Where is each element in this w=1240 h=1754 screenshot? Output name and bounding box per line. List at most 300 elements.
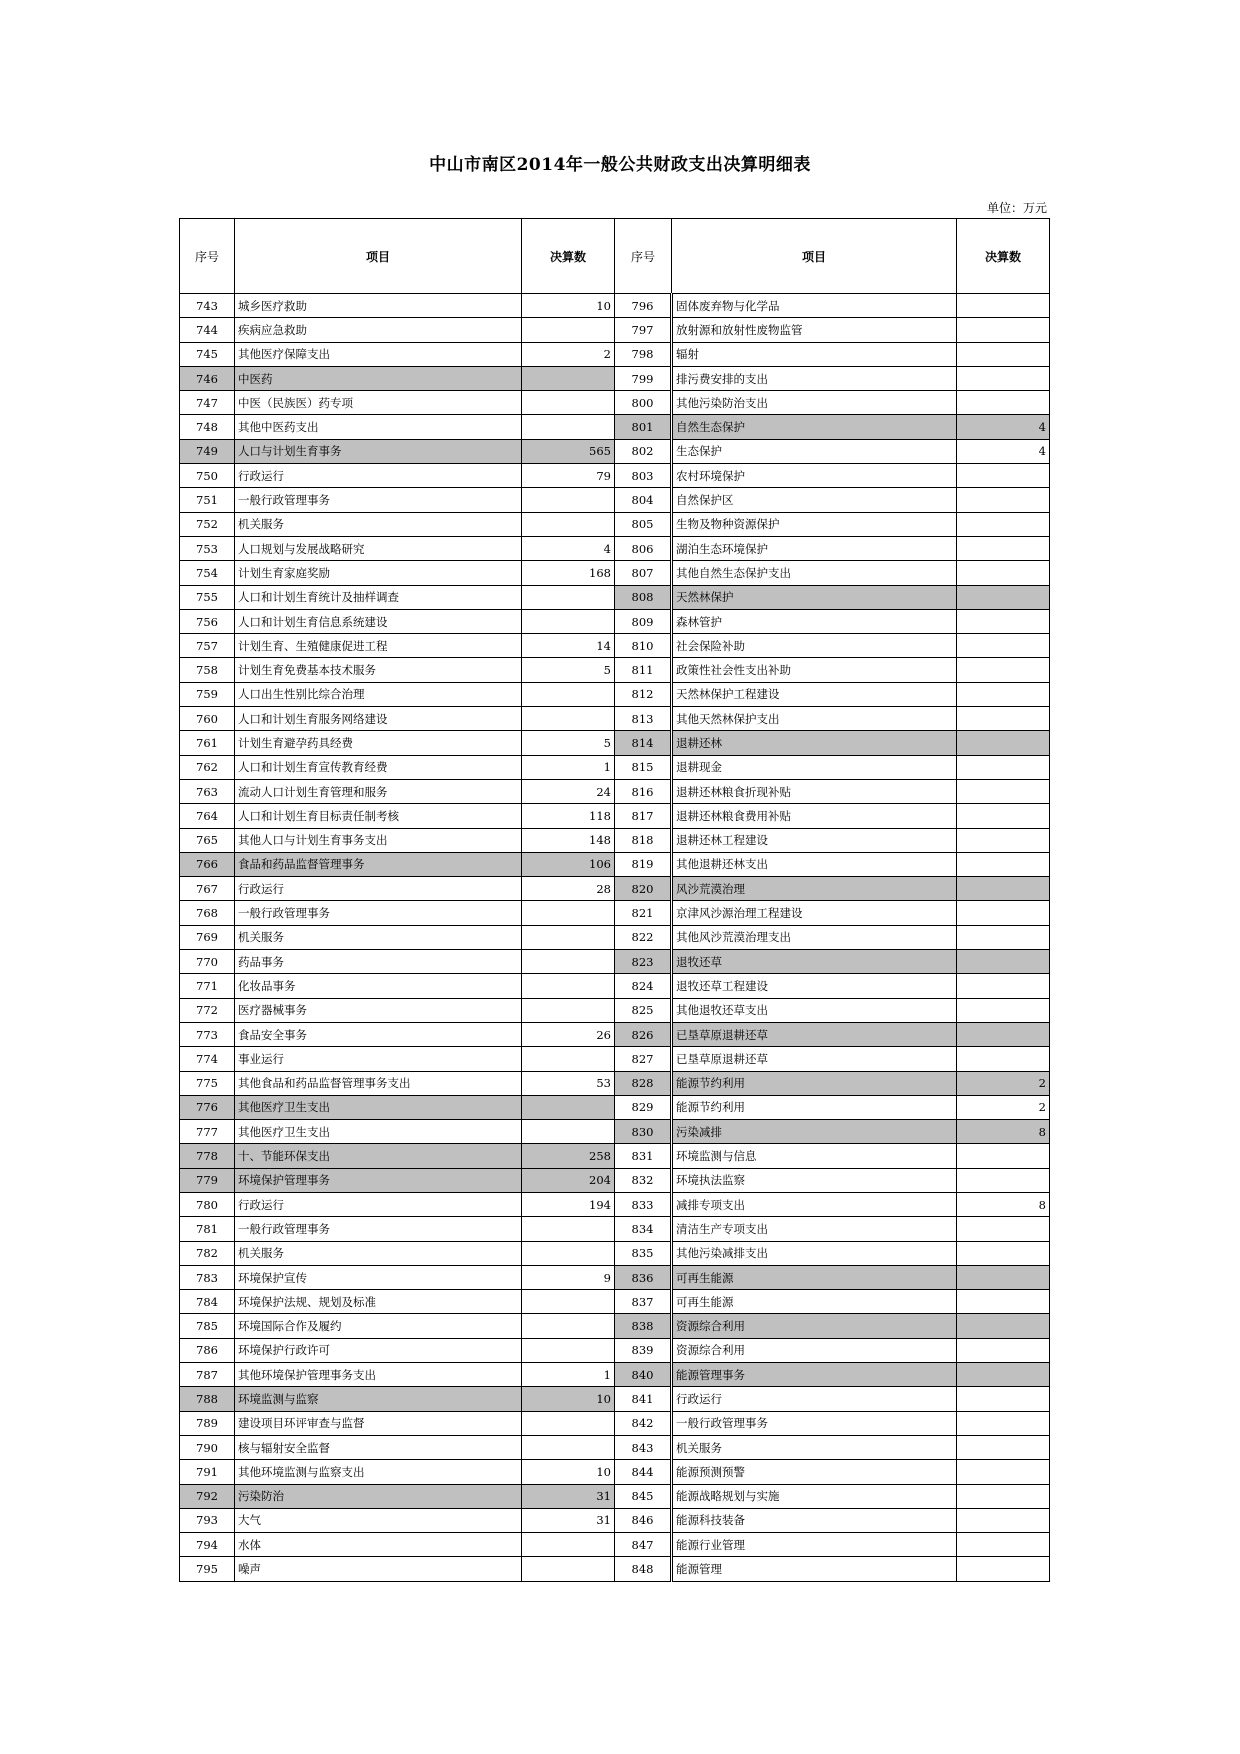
cell-left-amount: 2	[522, 342, 615, 366]
cell-right-item: 能源预测预警	[672, 1460, 957, 1484]
cell-left-seq: 782	[180, 1241, 235, 1265]
cell-left-amount: 106	[522, 852, 615, 876]
cell-left-seq: 784	[180, 1290, 235, 1314]
cell-left-amount: 14	[522, 634, 615, 658]
cell-right-amount	[957, 925, 1050, 949]
cell-left-item: 中医（民族医）药专项	[235, 391, 522, 415]
cell-right-item: 天然林保护	[672, 585, 957, 609]
cell-left-item: 人口和计划生育统计及抽样调查	[235, 585, 522, 609]
cell-right-seq: 801	[615, 415, 672, 439]
cell-left-item: 行政运行	[235, 464, 522, 488]
table-row	[180, 1508, 1050, 1532]
cell-right-seq: 820	[615, 877, 672, 901]
cell-right-seq: 802	[615, 439, 672, 463]
cell-right-item: 其他自然生态保护支出	[672, 561, 957, 585]
cell-right-amount	[957, 1363, 1050, 1387]
cell-left-amount	[522, 1095, 615, 1119]
cell-right-item: 森林管护	[672, 609, 957, 633]
cell-left-amount: 194	[522, 1192, 615, 1216]
cell-left-item: 人口出生性别比综合治理	[235, 682, 522, 706]
cell-right-seq: 840	[615, 1363, 672, 1387]
cell-left-item: 其他环境保护管理事务支出	[235, 1363, 522, 1387]
table-row	[180, 585, 1050, 609]
cell-left-item: 人口和计划生育信息系统建设	[235, 609, 522, 633]
table-row	[180, 1047, 1050, 1071]
cell-right-amount	[957, 1435, 1050, 1459]
table-row	[180, 1144, 1050, 1168]
table-row	[180, 852, 1050, 876]
cell-right-seq: 799	[615, 366, 672, 390]
cell-left-amount: 24	[522, 779, 615, 803]
table-row	[180, 1338, 1050, 1362]
cell-left-item: 机关服务	[235, 512, 522, 536]
cell-right-item: 退牧还草	[672, 950, 957, 974]
cell-right-seq: 819	[615, 852, 672, 876]
cell-right-amount	[957, 1508, 1050, 1532]
table-row	[180, 1217, 1050, 1241]
cell-right-item: 自然保护区	[672, 488, 957, 512]
table-row	[180, 804, 1050, 828]
cell-left-amount: 53	[522, 1071, 615, 1095]
cell-right-seq: 810	[615, 634, 672, 658]
cell-left-amount	[522, 901, 615, 925]
cell-right-amount	[957, 1484, 1050, 1508]
cell-right-amount	[957, 682, 1050, 706]
cell-left-item: 建设项目环评审查与监督	[235, 1411, 522, 1435]
cell-right-amount	[957, 464, 1050, 488]
cell-left-seq: 758	[180, 658, 235, 682]
cell-left-seq: 775	[180, 1071, 235, 1095]
cell-right-seq: 832	[615, 1168, 672, 1192]
cell-left-item: 医疗器械事务	[235, 998, 522, 1022]
table-row	[180, 950, 1050, 974]
cell-right-amount	[957, 755, 1050, 779]
cell-right-item: 固体废弃物与化学品	[672, 294, 957, 318]
cell-right-seq: 846	[615, 1508, 672, 1532]
cell-left-seq: 793	[180, 1508, 235, 1532]
cell-right-item: 能源管理	[672, 1557, 957, 1581]
cell-left-amount: 168	[522, 561, 615, 585]
cell-right-amount	[957, 585, 1050, 609]
cell-left-amount	[522, 366, 615, 390]
cell-left-seq: 762	[180, 755, 235, 779]
cell-right-seq: 828	[615, 1071, 672, 1095]
cell-left-item: 其他人口与计划生育事务支出	[235, 828, 522, 852]
cell-left-item: 人口规划与发展战略研究	[235, 536, 522, 560]
cell-right-amount	[957, 974, 1050, 998]
cell-right-item: 能源管理事务	[672, 1363, 957, 1387]
cell-right-seq: 843	[615, 1435, 672, 1459]
cell-left-amount	[522, 925, 615, 949]
cell-left-amount: 10	[522, 294, 615, 318]
cell-left-amount	[522, 1435, 615, 1459]
table-row	[180, 1557, 1050, 1581]
cell-left-seq: 764	[180, 804, 235, 828]
cell-left-item: 事业运行	[235, 1047, 522, 1071]
header-amount-left: 决算数	[522, 219, 615, 294]
cell-left-seq: 787	[180, 1363, 235, 1387]
cell-right-item: 一般行政管理事务	[672, 1411, 957, 1435]
cell-right-amount	[957, 1290, 1050, 1314]
cell-right-seq: 817	[615, 804, 672, 828]
cell-right-amount	[957, 634, 1050, 658]
cell-left-seq: 756	[180, 609, 235, 633]
cell-left-seq: 781	[180, 1217, 235, 1241]
cell-right-item: 能源行业管理	[672, 1533, 957, 1557]
cell-left-amount: 5	[522, 731, 615, 755]
cell-right-item: 可再生能源	[672, 1290, 957, 1314]
cell-left-seq: 759	[180, 682, 235, 706]
cell-right-item: 农村环境保护	[672, 464, 957, 488]
cell-left-seq: 792	[180, 1484, 235, 1508]
cell-left-seq: 769	[180, 925, 235, 949]
table-row	[180, 707, 1050, 731]
cell-right-amount	[957, 391, 1050, 415]
cell-left-amount	[522, 1533, 615, 1557]
cell-right-seq: 822	[615, 925, 672, 949]
cell-left-seq: 778	[180, 1144, 235, 1168]
cell-left-amount: 28	[522, 877, 615, 901]
table-row	[180, 682, 1050, 706]
cell-left-item: 化妆品事务	[235, 974, 522, 998]
cell-right-item: 社会保险补助	[672, 634, 957, 658]
cell-left-amount: 1	[522, 1363, 615, 1387]
cell-right-item: 退牧还草工程建设	[672, 974, 957, 998]
cell-right-item: 其他风沙荒漠治理支出	[672, 925, 957, 949]
cell-left-item: 噪声	[235, 1557, 522, 1581]
table-row	[180, 974, 1050, 998]
cell-right-amount	[957, 852, 1050, 876]
cell-left-seq: 743	[180, 294, 235, 318]
table-row	[180, 634, 1050, 658]
cell-right-amount	[957, 1241, 1050, 1265]
cell-right-seq: 796	[615, 294, 672, 318]
cell-left-seq: 751	[180, 488, 235, 512]
cell-right-seq: 834	[615, 1217, 672, 1241]
cell-right-seq: 797	[615, 318, 672, 342]
cell-left-amount	[522, 1411, 615, 1435]
cell-right-amount	[957, 488, 1050, 512]
cell-right-seq: 841	[615, 1387, 672, 1411]
cell-right-amount: 8	[957, 1120, 1050, 1144]
table-row	[180, 1290, 1050, 1314]
cell-left-seq: 765	[180, 828, 235, 852]
cell-left-amount	[522, 1314, 615, 1338]
cell-right-seq: 805	[615, 512, 672, 536]
cell-left-amount	[522, 1557, 615, 1581]
cell-left-item: 机关服务	[235, 925, 522, 949]
cell-right-item: 湖泊生态环境保护	[672, 536, 957, 560]
table-row	[180, 1460, 1050, 1484]
header-item-left: 项目	[235, 219, 522, 294]
cell-right-seq: 812	[615, 682, 672, 706]
cell-right-item: 天然林保护工程建设	[672, 682, 957, 706]
cell-right-seq: 835	[615, 1241, 672, 1265]
table-row	[180, 925, 1050, 949]
cell-right-amount: 8	[957, 1192, 1050, 1216]
cell-left-item: 行政运行	[235, 1192, 522, 1216]
cell-left-amount: 1	[522, 755, 615, 779]
cell-left-item: 其他医疗保障支出	[235, 342, 522, 366]
cell-left-seq: 773	[180, 1022, 235, 1046]
cell-left-item: 药品事务	[235, 950, 522, 974]
cell-right-amount	[957, 998, 1050, 1022]
cell-left-amount	[522, 318, 615, 342]
cell-right-amount: 4	[957, 439, 1050, 463]
cell-left-amount	[522, 1120, 615, 1144]
cell-left-seq: 780	[180, 1192, 235, 1216]
cell-left-item: 其他食品和药品监督管理事务支出	[235, 1071, 522, 1095]
cell-right-seq: 836	[615, 1265, 672, 1289]
cell-left-seq: 790	[180, 1435, 235, 1459]
cell-left-seq: 776	[180, 1095, 235, 1119]
cell-left-amount	[522, 682, 615, 706]
table-row	[180, 877, 1050, 901]
cell-right-amount	[957, 318, 1050, 342]
cell-right-seq: 829	[615, 1095, 672, 1119]
cell-right-amount	[957, 294, 1050, 318]
cell-left-seq: 770	[180, 950, 235, 974]
cell-left-amount	[522, 1047, 615, 1071]
table-row	[180, 342, 1050, 366]
cell-left-item: 机关服务	[235, 1241, 522, 1265]
cell-right-item: 行政运行	[672, 1387, 957, 1411]
cell-left-amount: 258	[522, 1144, 615, 1168]
cell-left-seq: 789	[180, 1411, 235, 1435]
cell-right-amount	[957, 1144, 1050, 1168]
cell-left-amount: 148	[522, 828, 615, 852]
cell-left-item: 人口和计划生育服务网络建设	[235, 707, 522, 731]
cell-left-seq: 753	[180, 536, 235, 560]
cell-right-amount	[957, 828, 1050, 852]
cell-left-seq: 768	[180, 901, 235, 925]
cell-right-item: 能源科技装备	[672, 1508, 957, 1532]
cell-right-amount	[957, 1022, 1050, 1046]
cell-right-item: 风沙荒漠治理	[672, 877, 957, 901]
cell-left-amount	[522, 998, 615, 1022]
cell-right-amount	[957, 1557, 1050, 1581]
cell-left-item: 疾病应急救助	[235, 318, 522, 342]
cell-left-amount: 31	[522, 1508, 615, 1532]
cell-left-seq: 767	[180, 877, 235, 901]
cell-left-seq: 788	[180, 1387, 235, 1411]
cell-left-amount	[522, 512, 615, 536]
cell-left-item: 行政运行	[235, 877, 522, 901]
cell-left-amount	[522, 707, 615, 731]
cell-right-seq: 818	[615, 828, 672, 852]
cell-left-seq: 783	[180, 1265, 235, 1289]
cell-right-item: 已垦草原退耕还草	[672, 1047, 957, 1071]
cell-right-amount	[957, 804, 1050, 828]
table-row	[180, 1022, 1050, 1046]
cell-left-item: 计划生育家庭奖励	[235, 561, 522, 585]
table-row	[180, 658, 1050, 682]
cell-right-seq: 845	[615, 1484, 672, 1508]
cell-right-seq: 824	[615, 974, 672, 998]
cell-right-item: 能源战略规划与实施	[672, 1484, 957, 1508]
cell-left-item: 污染防治	[235, 1484, 522, 1508]
table-row	[180, 294, 1050, 318]
cell-left-amount: 10	[522, 1460, 615, 1484]
cell-left-seq: 774	[180, 1047, 235, 1071]
cell-right-item: 污染减排	[672, 1120, 957, 1144]
table-row	[180, 536, 1050, 560]
table-row	[180, 1168, 1050, 1192]
cell-right-seq: 839	[615, 1338, 672, 1362]
cell-right-seq: 844	[615, 1460, 672, 1484]
cell-left-seq: 786	[180, 1338, 235, 1362]
table-row	[180, 439, 1050, 463]
cell-right-amount	[957, 658, 1050, 682]
cell-right-amount: 2	[957, 1071, 1050, 1095]
cell-left-seq: 772	[180, 998, 235, 1022]
cell-left-seq: 757	[180, 634, 235, 658]
cell-right-item: 其他天然林保护支出	[672, 707, 957, 731]
cell-right-seq: 798	[615, 342, 672, 366]
cell-right-amount	[957, 1047, 1050, 1071]
cell-right-seq: 809	[615, 609, 672, 633]
cell-right-item: 其他退牧还草支出	[672, 998, 957, 1022]
cell-left-amount: 204	[522, 1168, 615, 1192]
cell-left-item: 计划生育、生殖健康促进工程	[235, 634, 522, 658]
table-row	[180, 779, 1050, 803]
cell-right-amount	[957, 1314, 1050, 1338]
cell-left-amount	[522, 950, 615, 974]
cell-left-seq: 779	[180, 1168, 235, 1192]
cell-left-seq: 763	[180, 779, 235, 803]
cell-right-item: 清洁生产专项支出	[672, 1217, 957, 1241]
cell-right-item: 自然生态保护	[672, 415, 957, 439]
cell-left-item: 环境保护行政许可	[235, 1338, 522, 1362]
table-row	[180, 731, 1050, 755]
cell-left-item: 一般行政管理事务	[235, 1217, 522, 1241]
cell-left-seq: 749	[180, 439, 235, 463]
cell-left-amount: 10	[522, 1387, 615, 1411]
cell-left-amount	[522, 974, 615, 998]
cell-left-seq: 752	[180, 512, 235, 536]
cell-left-amount	[522, 585, 615, 609]
cell-left-item: 环境国际合作及履约	[235, 1314, 522, 1338]
cell-left-seq: 795	[180, 1557, 235, 1581]
cell-right-seq: 833	[615, 1192, 672, 1216]
cell-right-item: 退耕还林粮食折现补贴	[672, 779, 957, 803]
cell-right-item: 资源综合利用	[672, 1338, 957, 1362]
cell-right-amount	[957, 1168, 1050, 1192]
cell-left-item: 其他中医药支出	[235, 415, 522, 439]
cell-right-item: 可再生能源	[672, 1265, 957, 1289]
cell-right-seq: 814	[615, 731, 672, 755]
cell-left-seq: 766	[180, 852, 235, 876]
cell-right-item: 环境执法监察	[672, 1168, 957, 1192]
cell-left-amount	[522, 1241, 615, 1265]
cell-left-amount: 4	[522, 536, 615, 560]
cell-right-amount: 4	[957, 415, 1050, 439]
cell-right-amount: 2	[957, 1095, 1050, 1119]
table-row	[180, 415, 1050, 439]
cell-right-amount	[957, 536, 1050, 560]
cell-left-amount: 31	[522, 1484, 615, 1508]
cell-left-seq: 745	[180, 342, 235, 366]
header-seq-right: 序号	[615, 219, 672, 294]
cell-right-seq: 807	[615, 561, 672, 585]
cell-right-seq: 804	[615, 488, 672, 512]
table-row	[180, 1265, 1050, 1289]
cell-left-seq: 748	[180, 415, 235, 439]
cell-right-item: 政策性社会性支出补助	[672, 658, 957, 682]
table-row	[180, 609, 1050, 633]
table-row	[180, 1484, 1050, 1508]
cell-left-item: 人口与计划生育事务	[235, 439, 522, 463]
cell-right-seq: 830	[615, 1120, 672, 1144]
cell-right-amount	[957, 707, 1050, 731]
cell-left-seq: 744	[180, 318, 235, 342]
cell-right-amount	[957, 901, 1050, 925]
cell-left-amount	[522, 391, 615, 415]
cell-right-amount	[957, 342, 1050, 366]
cell-left-seq: 746	[180, 366, 235, 390]
cell-left-item: 其他医疗卫生支出	[235, 1095, 522, 1119]
cell-left-amount: 118	[522, 804, 615, 828]
table-header-row	[180, 219, 1050, 294]
cell-left-item: 食品和药品监督管理事务	[235, 852, 522, 876]
cell-left-item: 十、节能环保支出	[235, 1144, 522, 1168]
header-item-right: 项目	[672, 219, 957, 294]
cell-right-amount	[957, 1217, 1050, 1241]
cell-right-amount	[957, 609, 1050, 633]
cell-left-item: 环境监测与监察	[235, 1387, 522, 1411]
cell-left-item: 计划生育免费基本技术服务	[235, 658, 522, 682]
cell-left-item: 城乡医疗救助	[235, 294, 522, 318]
table-row	[180, 366, 1050, 390]
cell-right-item: 退耕现金	[672, 755, 957, 779]
budget-table	[179, 218, 1050, 1582]
cell-right-amount	[957, 512, 1050, 536]
table-row	[180, 1533, 1050, 1557]
table-row	[180, 901, 1050, 925]
cell-left-amount: 79	[522, 464, 615, 488]
unit-label: 单位：万元	[986, 201, 1047, 215]
table-row	[180, 1095, 1050, 1119]
cell-right-seq: 803	[615, 464, 672, 488]
cell-right-item: 辐射	[672, 342, 957, 366]
table-row	[180, 1411, 1050, 1435]
cell-right-seq: 848	[615, 1557, 672, 1581]
cell-left-seq: 771	[180, 974, 235, 998]
cell-left-seq: 785	[180, 1314, 235, 1338]
cell-left-item: 环境保护宣传	[235, 1265, 522, 1289]
cell-right-seq: 842	[615, 1411, 672, 1435]
cell-left-item: 核与辐射安全监督	[235, 1435, 522, 1459]
table-row	[180, 464, 1050, 488]
cell-right-seq: 838	[615, 1314, 672, 1338]
table-row	[180, 561, 1050, 585]
table-row	[180, 318, 1050, 342]
cell-left-amount	[522, 1290, 615, 1314]
cell-left-seq: 755	[180, 585, 235, 609]
cell-right-seq: 811	[615, 658, 672, 682]
cell-right-amount	[957, 877, 1050, 901]
cell-left-item: 水体	[235, 1533, 522, 1557]
cell-right-item: 能源节约利用	[672, 1071, 957, 1095]
cell-left-item: 大气	[235, 1508, 522, 1532]
cell-right-amount	[957, 366, 1050, 390]
cell-left-seq: 794	[180, 1533, 235, 1557]
table-row	[180, 755, 1050, 779]
cell-right-seq: 823	[615, 950, 672, 974]
cell-left-seq: 754	[180, 561, 235, 585]
cell-right-item: 退耕还林	[672, 731, 957, 755]
cell-right-amount	[957, 1338, 1050, 1362]
